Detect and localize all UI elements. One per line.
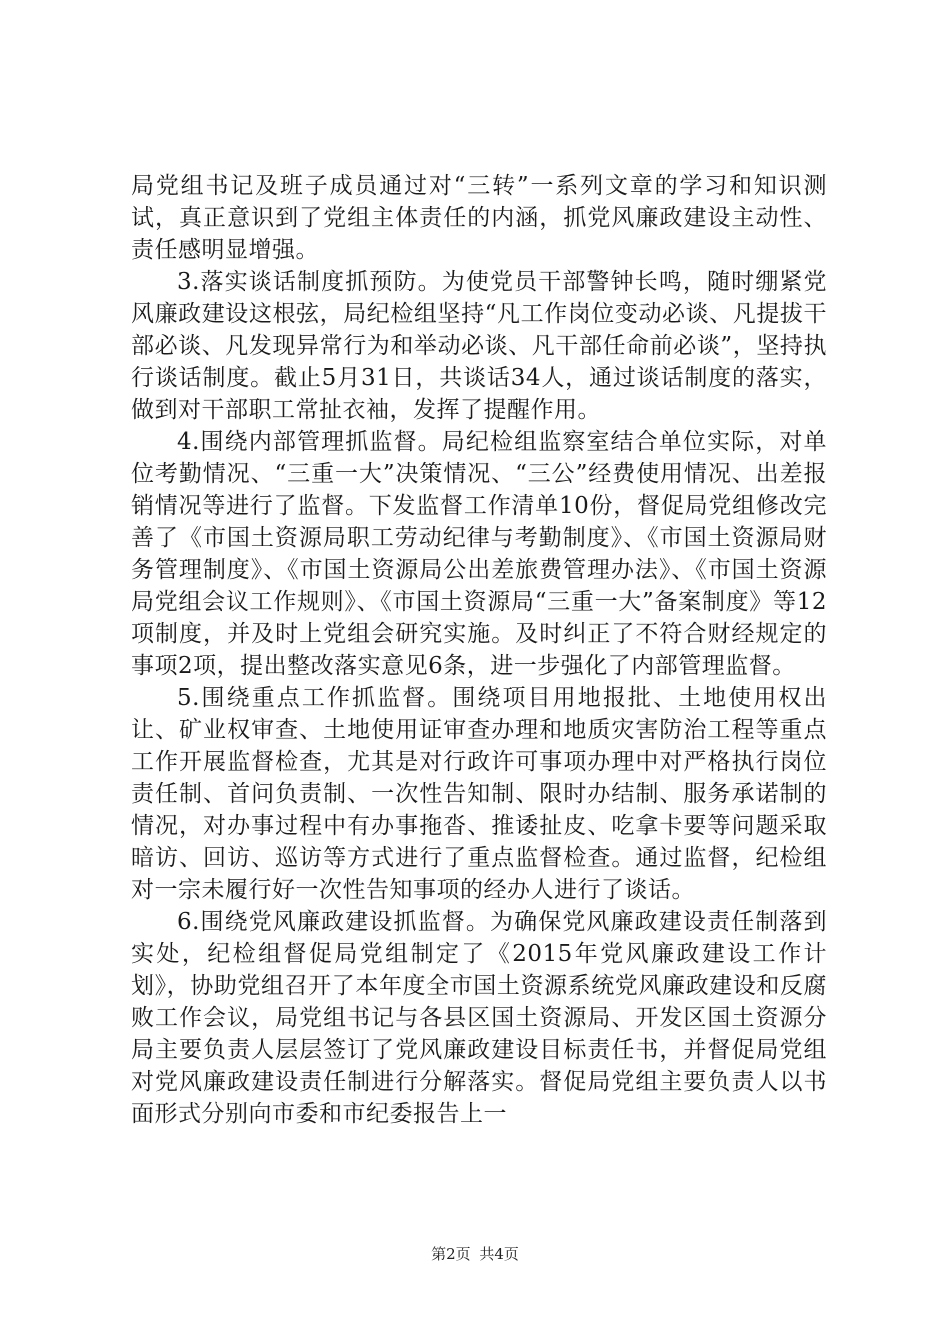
paragraph-item-5: 5.围绕重点工作抓监督。围绕项目用地报批、土地使用权出让、矿业权审查、土地使用证审查办理和地质灾害防治工程等重点工作开展监督检查，尤其是对行政许可事项办理中对严格执行岗位责任制、首问负责制、一次性告知制、限时办结制、服务承诺制的情况，对办事过程中有办事拖沓、推诿扯皮、吃拿卡要等问题采取暗访、回访、巡访等方式进行了重点监督检查。通过监督，纪检组对一宗未履行好一次性告知事项的经办人进行了谈话。 — [131, 685, 827, 903]
paragraph-continuation: 局党组书记及班子成员通过对“三转”一系列文章的学习和知识测试，真正意识到了党组主体责任的内涵，抓党风廉政建设主动性、责任感明显增强。 — [131, 173, 827, 263]
paragraph-item-3: 3.落实谈话制度抓预防。为使党员干部警钟长鸣，随时绷紧党风廉政建设这根弦，局纪检组坚持“凡工作岗位变动必谈、凡提拔干部必谈、凡发现异常行为和举动必谈、凡干部任命前必谈”，坚持执行谈话制度。截止5月31日，共谈话34人，通过谈话制度的落实，做到对干部职工常扯衣袖，发挥了提醒作用。 — [131, 269, 827, 423]
document-body — [131, 170, 827, 1130]
paragraph-item-6: 6.围绕党风廉政建设抓监督。为确保党风廉政建设责任制落到实处，纪检组督促局党组制定了《2015年党风廉政建设工作计划》，协助党组召开了本年度全市国土资源系统党风廉政建设和反腐败工作会议，局党组书记与各县区国土资源局、开发区国土资源分局主要负责人层层签订了党风廉政建设目标责任书，并督促局党组对党风廉政建设责任制进行分解落实。督促局党组主要负责人以书面形式分别向市委和市纪委报告上一 — [131, 909, 827, 1127]
paragraph-item-4: 4.围绕内部管理抓监督。局纪检组监察室结合单位实际，对单位考勤情况、“三重一大”决策情况、“三公”经费使用情况、出差报销情况等进行了监督。下发监督工作清单10份，督促局党组修改完善了《市国土资源局职工劳动纪律与考勤制度》、《市国土资源局财务管理制度》、《市国土资源局公出差旅费管理办法》、《市国土资源局党组会议工作规则》、《市国土资源局“三重一大”备案制度》等12项制度，并及时上党组会研究实施。及时纠正了不符合财经规定的事项2项，提出整改落实意见6条，进一步强化了内部管理监督。 — [131, 429, 827, 679]
page-number: 第2页 — [431, 1245, 471, 1263]
page-total: 共4页 — [479, 1245, 519, 1263]
page-footer — [0, 1244, 950, 1264]
